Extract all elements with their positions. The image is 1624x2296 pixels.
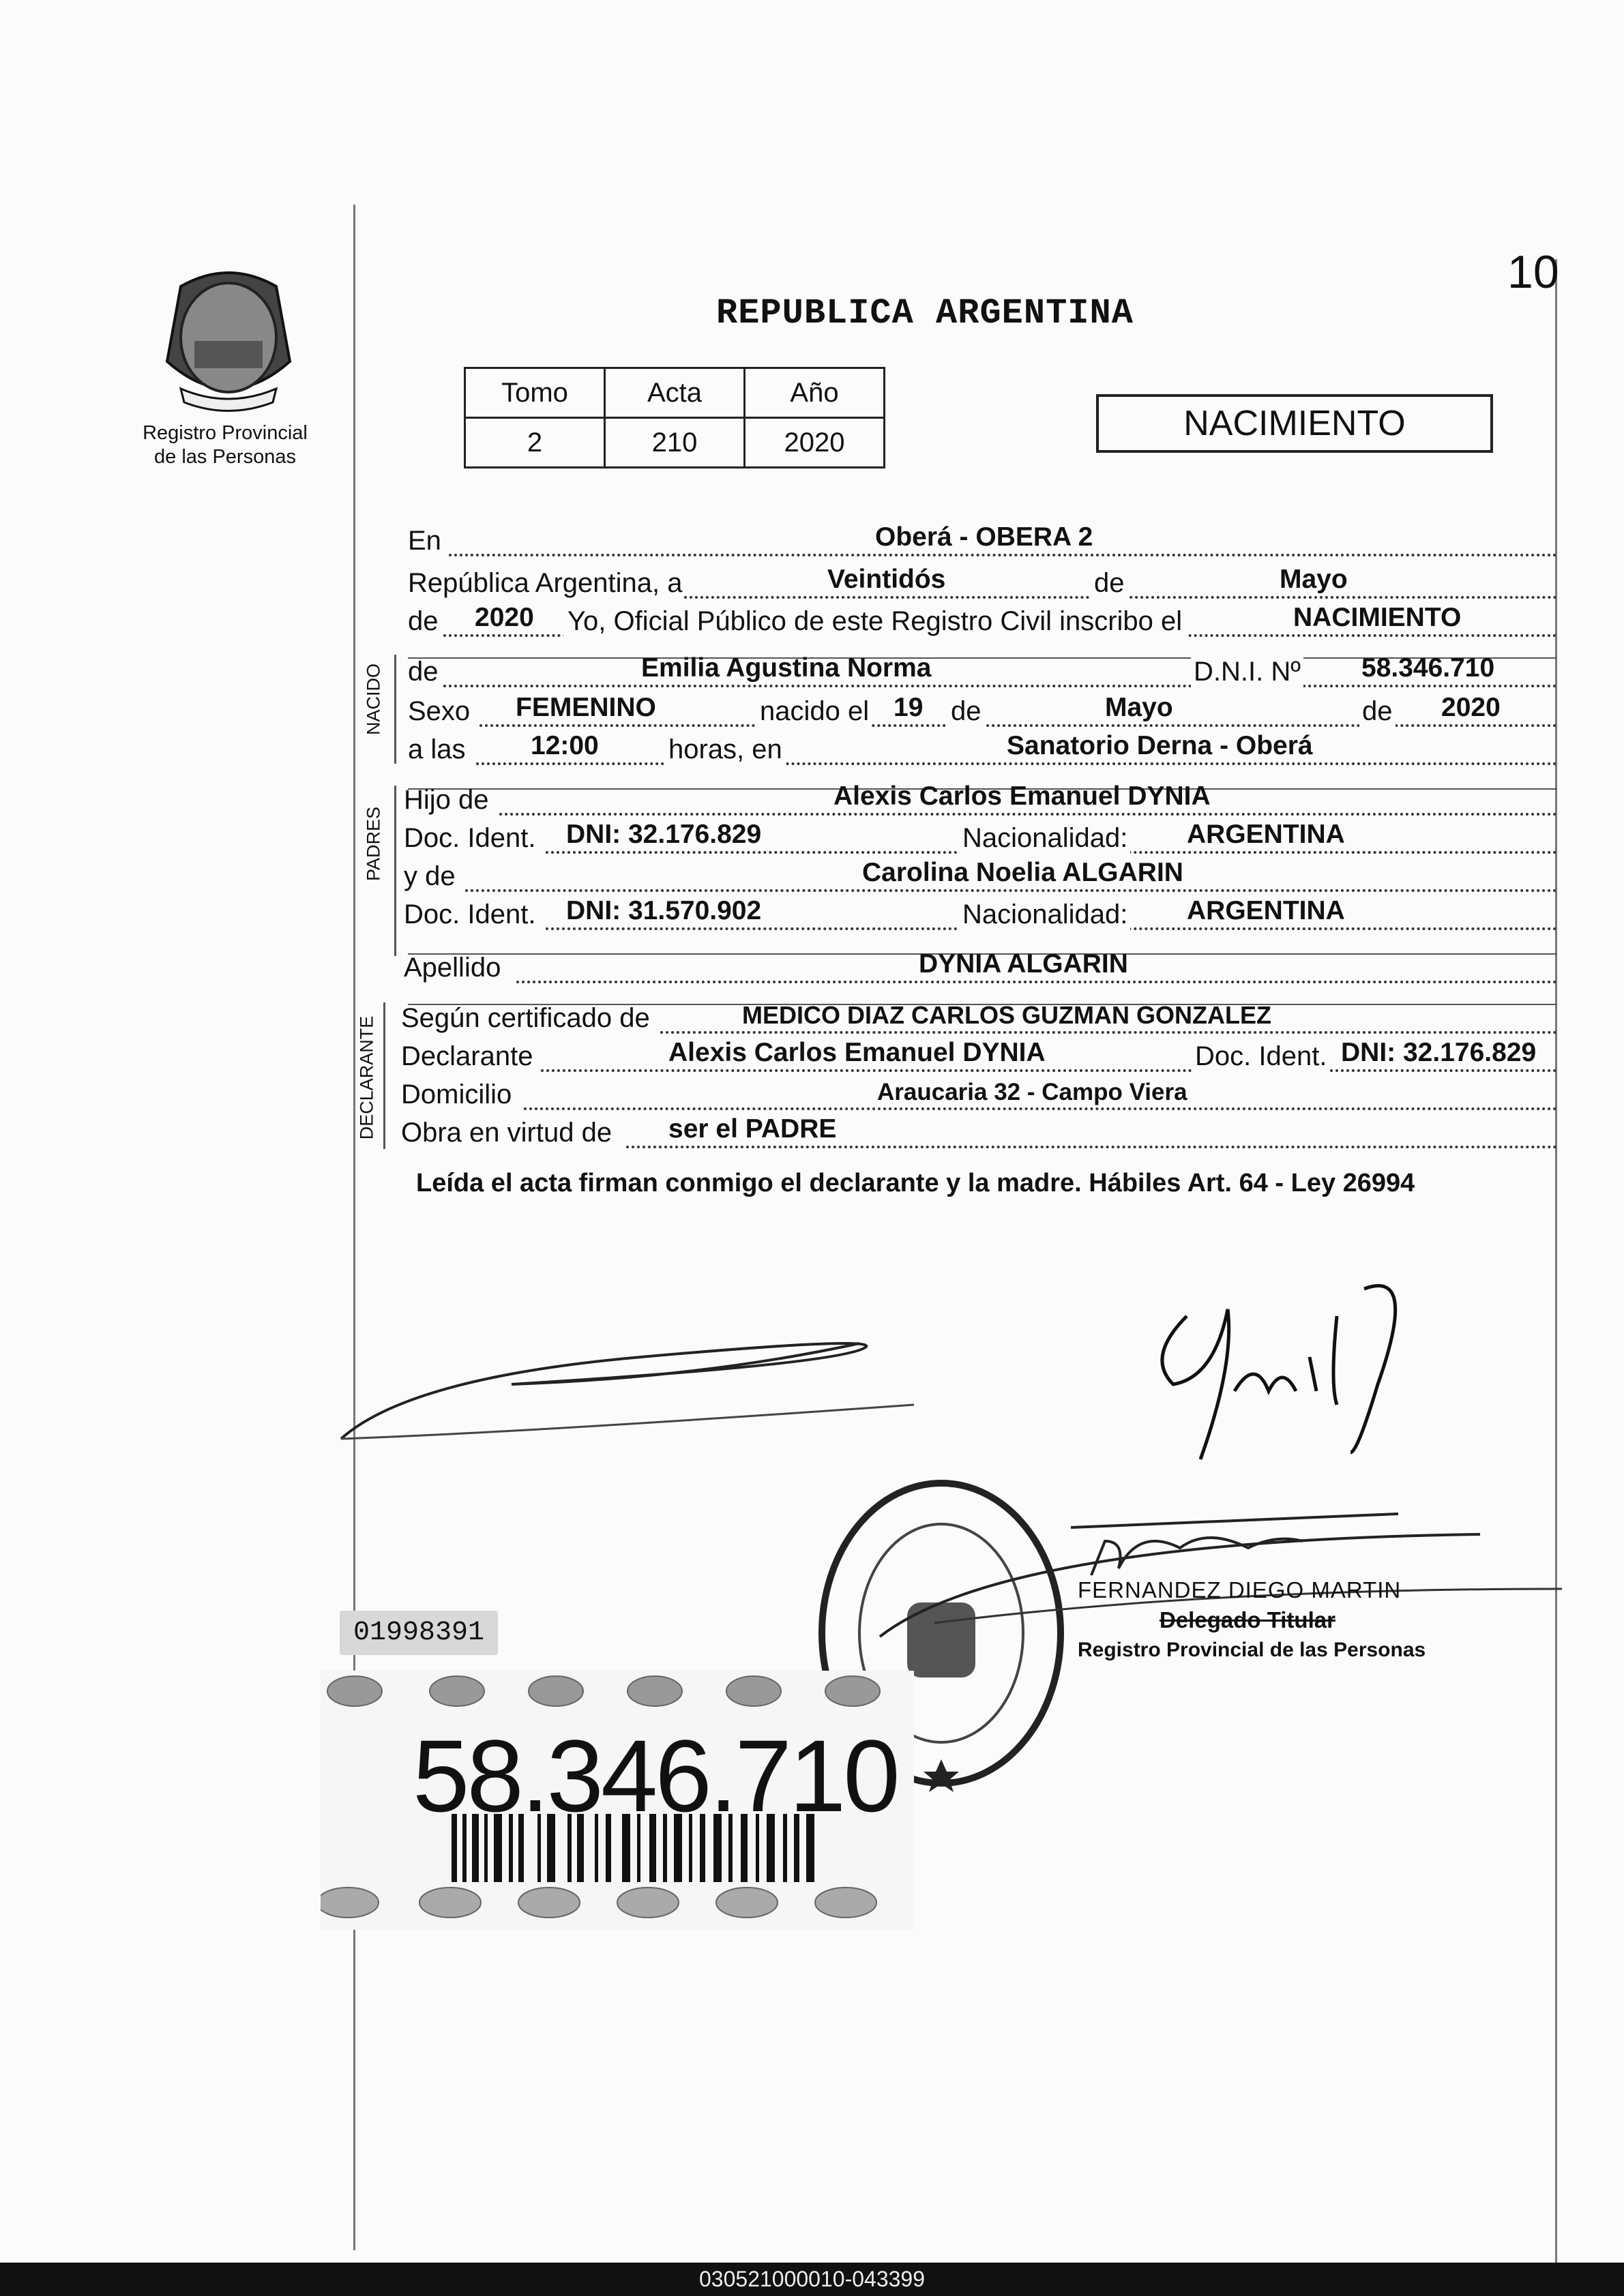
sexo-value: FEMENINO [516, 693, 656, 722]
year-value: 2020 [475, 603, 534, 632]
sticker-dni-number: 58.346.710 [413, 1718, 898, 1833]
section-bar [394, 786, 396, 956]
dots [541, 1069, 1557, 1072]
official-name: FERNANDEZ DIEGO MARTIN [1078, 1577, 1402, 1602]
row-mother-doc: Doc. Ident. DNI: 31.570.902 Nacionalidad: ARGENTINA [404, 899, 1557, 934]
birth-month: Mayo [1105, 693, 1173, 722]
row-domicilio: Domicilio Araucaria 32 - Campo Viera [401, 1079, 1557, 1114]
org-label: Registro Provincial de las Personas [143, 422, 308, 468]
section-nacido: NACIDO [363, 664, 384, 736]
dots [476, 762, 1557, 765]
official-block [1078, 1575, 1426, 1665]
place-value: Sanatorio Derna - Oberá [1007, 731, 1313, 760]
day-value: Veintidós [827, 565, 946, 594]
row-hijo: Hijo de Alexis Carlos Emanuel DYNIA [404, 784, 1557, 820]
mother-nationality: ARGENTINA [1187, 896, 1345, 925]
birth-year: 2020 [1441, 693, 1501, 722]
declarante-doc: DNI: 32.176.829 [1341, 1038, 1537, 1067]
dots [499, 813, 1557, 816]
registry-value-row [465, 418, 885, 468]
official-org: Registro Provincial de las Personas [1078, 1639, 1426, 1661]
sticker-pattern-top-icon [321, 1671, 914, 1712]
domicilio-value: Araucaria 32 - Campo Viera [877, 1079, 1187, 1105]
inscribo-value: NACIMIENTO [1293, 603, 1462, 632]
row-sexo: Sexo FEMENINO nacido el 19 de Mayo de 2020 [408, 696, 1557, 731]
dots [516, 981, 1557, 983]
section-bar [383, 1002, 385, 1149]
dots [524, 1107, 1557, 1110]
month-value: Mayo [1280, 565, 1348, 594]
dots [449, 554, 1557, 556]
sticker-pattern-bottom-icon [321, 1882, 914, 1923]
father-name: Alexis Carlos Emanuel DYNIA [833, 781, 1211, 811]
acta-header: Acta [605, 368, 745, 418]
left-margin-line [353, 205, 355, 2250]
row-name: de Emilia Agustina Norma D.N.I. Nº 58.346.710 [408, 656, 1557, 691]
apellido-value: DYNIA ALGARIN [919, 949, 1128, 979]
dots [443, 685, 1557, 687]
ano-value: 2020 [745, 418, 885, 468]
dots [626, 1146, 1557, 1148]
page-number: 10 [1507, 246, 1559, 298]
obra-value: ser el PADRE [668, 1114, 837, 1144]
row-obra: Obra en virtud de ser el PADRE [401, 1117, 1557, 1152]
official-role: Delegado Titular [1160, 1607, 1335, 1632]
row-year: de 2020 Yo, Oficial Público de este Registro Civil inscribo el NACIMIENTO [408, 606, 1557, 641]
birth-day: 19 [894, 693, 924, 722]
tomo-header: Tomo [465, 368, 605, 418]
tomo-value: 2 [465, 418, 605, 468]
en-value: Oberá - OBERA 2 [875, 522, 1093, 552]
act-type-box: NACIMIENTO [1096, 394, 1493, 453]
row-mother: y de Carolina Noelia ALGARIN [404, 861, 1557, 896]
serial-number: 01998391 [340, 1611, 498, 1655]
footer-code: 030521000010-043399 [0, 2263, 1624, 2296]
signature-right-icon [1132, 1275, 1487, 1480]
mother-name: Carolina Noelia ALGARIN [862, 858, 1183, 887]
document-title: REPUBLICA ARGENTINA [716, 293, 1134, 333]
closing-text: Leída el acta firman conmigo el declarante y la madre. Hábiles Art. 64 - Ley 26994 [416, 1169, 1415, 1197]
section-padres: PADRES [363, 806, 384, 882]
row-cert: Según certificado de MEDICO DIAZ CARLOS GUZMAN GONZALEZ [401, 1002, 1557, 1038]
row-declarante: Declarante Alexis Carlos Emanuel DYNIA Doc. Ident. DNI: 32.176.829 [401, 1041, 1557, 1076]
acta-value: 210 [605, 418, 745, 468]
row-apellido: Apellido DYNIA ALGARIN [404, 952, 1557, 987]
father-nationality: ARGENTINA [1187, 820, 1345, 849]
father-doc: DNI: 32.176.829 [566, 820, 762, 849]
registry-table [464, 367, 885, 468]
row-father-doc: Doc. Ident. DNI: 32.176.829 Nacionalidad: ARGENTINA [404, 822, 1557, 858]
declarante-value: Alexis Carlos Emanuel DYNIA [668, 1038, 1046, 1067]
dni-value: 58.346.710 [1361, 653, 1495, 683]
section-declarante: DECLARANTE [356, 1015, 377, 1140]
hour-value: 12:00 [531, 731, 599, 760]
row-en: En Oberá - OBERA 2 [408, 525, 1557, 561]
signature-left-icon [327, 1316, 928, 1452]
name-value: Emilia Agustina Norma [641, 653, 932, 683]
cert-value: MEDICO DIAZ CARLOS GUZMAN GONZALEZ [742, 1001, 1271, 1029]
mother-doc: DNI: 31.570.902 [566, 896, 762, 925]
ano-header: Año [745, 368, 885, 418]
row-hora: a las 12:00 horas, en Sanatorio Derna - Oberá [408, 734, 1557, 769]
section-bar [394, 655, 396, 764]
row-republica: República Argentina, a Veintidós de Mayo [408, 567, 1557, 603]
registry-header-row [465, 368, 885, 418]
dots [465, 889, 1557, 892]
dots [479, 724, 1557, 727]
dots [660, 1031, 1557, 1034]
provincial-seal-icon [153, 259, 304, 416]
